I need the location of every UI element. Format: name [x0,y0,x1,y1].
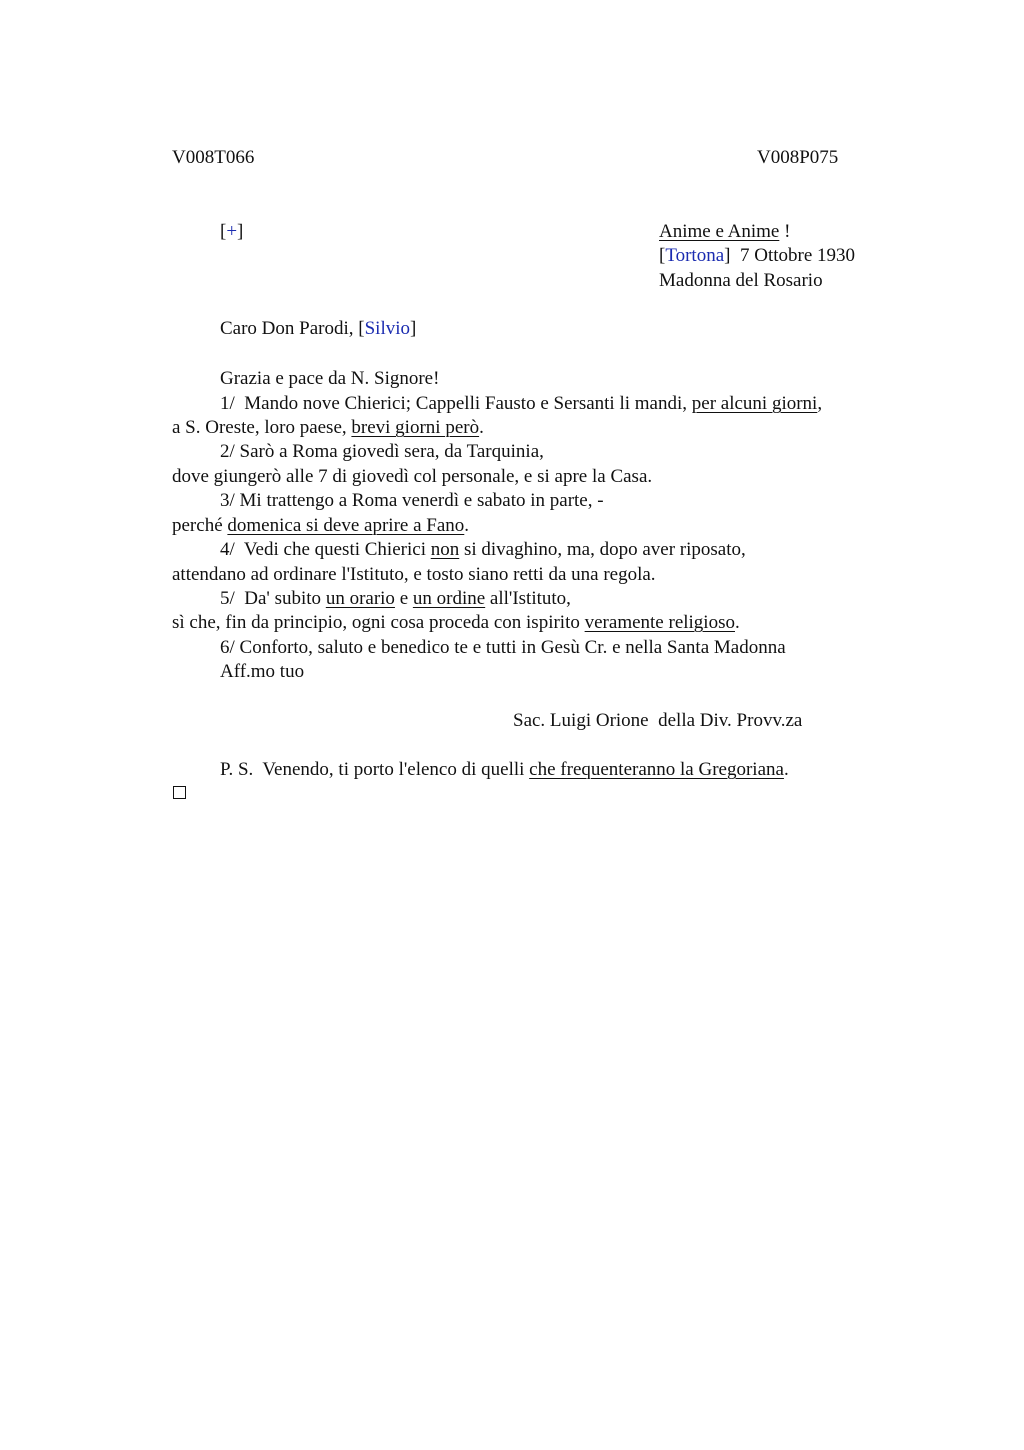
paragraph-6: 6/ Conforto, saluto e benedico te e tutti in Gesù Cr. e nella Santa Madonna [220,637,786,658]
underlined-text: che frequenteranno la Gregoriana [529,759,784,780]
paragraph-1-line-2 [172,416,484,440]
paragraph-3-line-1: 3/ Mi trattengo a Roma venerdì e sabato in parte, - [220,490,604,511]
date-text: 7 Ottobre 1930 [730,245,856,266]
paragraph-4-line-1 [220,538,746,562]
text: 4/ Vedi che questi Chierici [220,539,431,560]
signature: Sac. Luigi Orione della Div. Provv.za [513,710,803,731]
text: sì che, fin da principio, ogni cosa proceda con ispirito [172,612,585,633]
text: 1/ Mando nove Chierici; Cappelli Fausto e Sersanti li mandi, [220,393,692,414]
cross-mark [220,220,243,244]
end-box-icon [173,786,186,799]
bracket: [ [358,318,365,339]
bracket: [ [659,245,666,266]
document-code-right: V008P075 [757,147,839,168]
underlined-text: brevi giorni però [351,417,480,438]
place-date [659,244,855,268]
underlined-text: domenica si deve aprire a Fano [227,515,465,536]
paragraph-1-line-1 [220,392,822,416]
text: . [783,759,789,780]
paragraph-2-line-1: 2/ Sarò a Roma giovedì sera, da Tarquinia, [220,441,544,462]
paragraph-3-line-2 [172,514,469,538]
bracket: ] [237,221,244,242]
text: a S. Oreste, loro paese, [172,417,352,438]
underlined-text: non [430,539,460,560]
bracket: ] [724,245,731,266]
text: . [479,417,484,438]
paragraph-4-line-2: attendano ad ordinare l'Istituto, e tosto siano retti da una regola. [172,564,656,585]
motto-punctuation: ! [779,221,791,242]
text: . [464,515,470,536]
underlined-text: un ordine [412,588,486,609]
text: perché [172,515,228,536]
motto [659,220,790,244]
recipient-name: Silvio [364,318,410,339]
underlined-text: per alcuni giorni [691,393,818,414]
salutation-text: Caro Don Parodi, [220,318,359,339]
underlined-text: un orario [325,588,395,609]
salutation [220,317,416,341]
feast-day: Madonna del Rosario [659,270,823,291]
greeting: Grazia e pace da N. Signore! [220,368,440,389]
motto-text: Anime e Anime [659,221,780,242]
cross-symbol: + [226,221,238,242]
text: P. S. Venendo, ti porto l'elenco di quelli [220,759,530,780]
text: all'Istituto, [485,588,571,609]
text: . [734,612,740,633]
underlined-text: veramente religioso [584,612,735,633]
closing: Aff.mo tuo [220,661,305,682]
paragraph-5-line-2 [172,611,740,635]
bracket: ] [410,318,417,339]
place-name: Tortona [665,245,725,266]
text: , [817,393,823,414]
text: si divaghino, ma, dopo aver riposato, [459,539,746,560]
paragraph-5-line-1 [220,587,571,611]
bracket: [ [220,221,227,242]
postscript [220,758,789,782]
document-code-left: V008T066 [172,147,255,168]
text: e [394,588,413,609]
paragraph-2-line-2: dove giungerò alle 7 di giovedì col personale, e si apre la Casa. [172,466,653,487]
text: 5/ Da' subito [220,588,326,609]
